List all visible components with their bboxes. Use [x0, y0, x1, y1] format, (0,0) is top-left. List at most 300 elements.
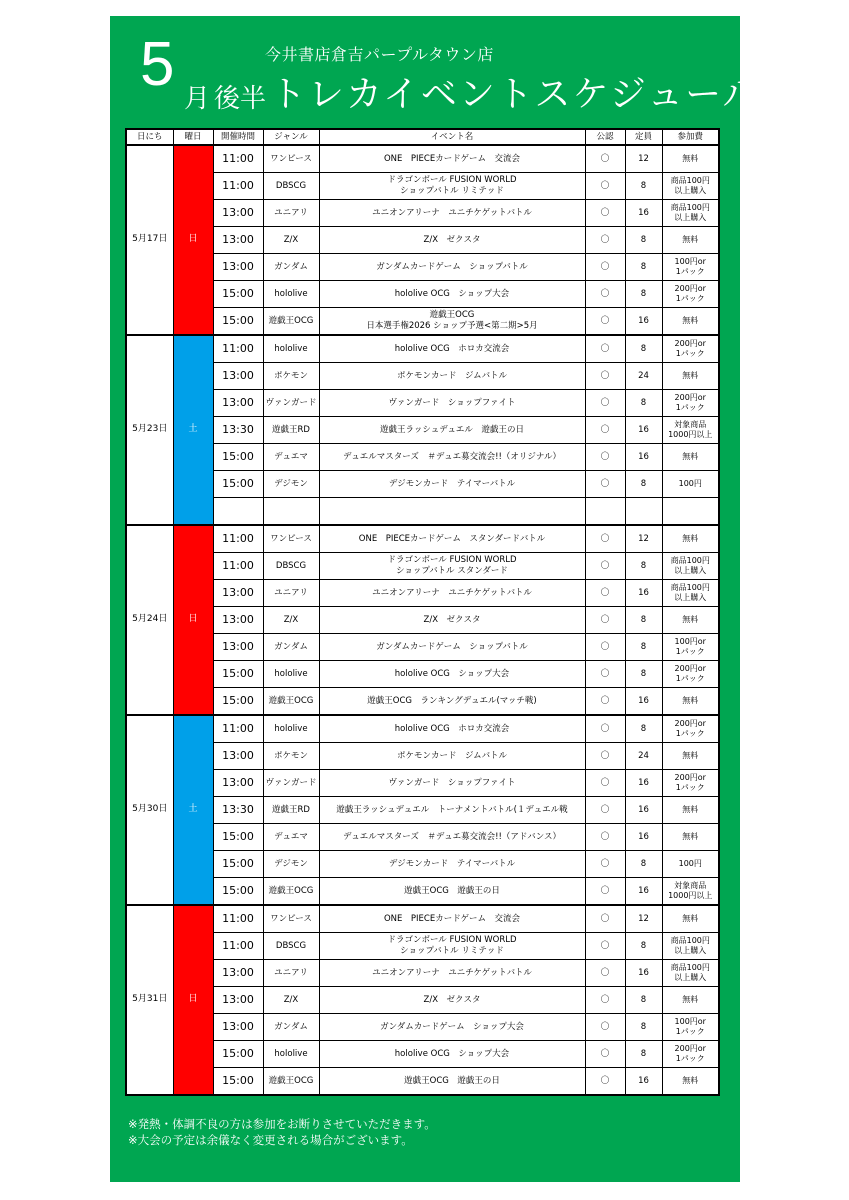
- capacity-cell: 8: [625, 254, 662, 281]
- cell-line: 対象商品: [674, 881, 707, 890]
- genre-cell: Z/X: [263, 987, 319, 1014]
- cell-line: 200円or: [674, 393, 706, 402]
- official-cell: 〇: [585, 254, 625, 281]
- cell-line: ユニオンアリーナ ユニチケゲットバトル: [372, 207, 532, 218]
- table-row: [126, 580, 719, 607]
- cell-line: 200円or: [674, 1044, 706, 1053]
- date-cell: 5月31日: [126, 905, 173, 1095]
- time-cell: 13:00: [213, 1014, 263, 1041]
- genre-cell: ユニアリ: [263, 580, 319, 607]
- capacity-cell: 8: [625, 335, 662, 363]
- cell-line: 100円or: [674, 1017, 706, 1026]
- cell-line: 1パック: [675, 674, 705, 683]
- event-name-cell: [319, 715, 585, 743]
- official-cell: 〇: [585, 471, 625, 498]
- cell-line: ガンダムカードゲーム ショップバトル: [376, 641, 528, 652]
- official-cell: 〇: [585, 607, 625, 634]
- capacity-cell: 8: [625, 933, 662, 960]
- weekday-cell: 日: [173, 145, 213, 335]
- time-cell: 11:00: [213, 145, 263, 173]
- official-cell: 〇: [585, 933, 625, 960]
- event-name-cell: [319, 580, 585, 607]
- event-name-cell: [319, 200, 585, 227]
- time-cell: 13:00: [213, 634, 263, 661]
- fee-cell: [662, 851, 719, 878]
- capacity-cell: 12: [625, 905, 662, 933]
- fee-cell: [662, 824, 719, 851]
- table-row: [126, 634, 719, 661]
- month-suffix: 月: [184, 84, 211, 114]
- weekday-cell: 日: [173, 905, 213, 1095]
- time-cell: 15:00: [213, 824, 263, 851]
- capacity-cell: 16: [625, 824, 662, 851]
- cell-line: ONE PIECEカードゲーム スタンダードバトル: [358, 533, 546, 544]
- capacity-cell: 16: [625, 417, 662, 444]
- official-cell: 〇: [585, 1041, 625, 1068]
- cell-line: 1パック: [675, 294, 705, 303]
- capacity-cell: 8: [625, 173, 662, 200]
- time-cell: 11:00: [213, 715, 263, 743]
- genre-cell: ガンダム: [263, 1014, 319, 1041]
- cell-line: 商品100円: [670, 203, 710, 212]
- event-name-cell: [319, 743, 585, 770]
- cell-line: 以上購入: [674, 566, 707, 575]
- genre-cell: ワンピース: [263, 145, 319, 173]
- time-cell: 13:00: [213, 390, 263, 417]
- table-row: [126, 254, 719, 281]
- official-cell: 〇: [585, 1068, 625, 1096]
- table-header-row: [126, 129, 719, 145]
- table-row: [126, 960, 719, 987]
- event-name-cell: [319, 417, 585, 444]
- genre-cell: ポケモン: [263, 363, 319, 390]
- schedule-table: [125, 128, 720, 1096]
- genre-cell: 遊戯王OCG: [263, 1068, 319, 1096]
- cell-line: デュエルマスターズ ＃デュエ募交流会!!（アドバンス）: [343, 831, 561, 842]
- capacity-cell: 8: [625, 471, 662, 498]
- table-row: [126, 770, 719, 797]
- event-name-cell: [319, 308, 585, 336]
- capacity-cell: 24: [625, 363, 662, 390]
- cell-line: 遊戯王OCG: [429, 310, 475, 321]
- cell-line: 無料: [682, 751, 699, 760]
- cell-line: 商品100円: [670, 963, 710, 972]
- official-cell: 〇: [585, 308, 625, 336]
- table-row: [126, 471, 719, 498]
- capacity-cell: 8: [625, 281, 662, 308]
- cell-line: 無料: [682, 316, 699, 325]
- fee-cell: [662, 905, 719, 933]
- cell-line: 1パック: [675, 1027, 705, 1036]
- cell-line: 以上購入: [674, 186, 707, 195]
- table-row: [126, 390, 719, 417]
- table-row: [126, 661, 719, 688]
- note-line: ※大会の予定は余儀なく変更される場合がございます。: [128, 1133, 413, 1147]
- official-cell: 〇: [585, 580, 625, 607]
- note-line: ※発熱・体調不良の方は参加をお断りさせていただきます。: [128, 1117, 436, 1131]
- time-cell: 15:00: [213, 851, 263, 878]
- event-name-cell: [319, 227, 585, 254]
- capacity-cell: 8: [625, 715, 662, 743]
- table-row: [126, 607, 719, 634]
- table-row: [126, 281, 719, 308]
- table-row: [126, 173, 719, 200]
- table-row: [126, 145, 719, 173]
- fee-cell: [662, 363, 719, 390]
- table-row: [126, 363, 719, 390]
- cell-line: デジモンカード テイマーバトル: [388, 478, 516, 489]
- genre-cell: 遊戯王OCG: [263, 688, 319, 716]
- cell-line: 無料: [682, 805, 699, 814]
- cell-line: 無料: [682, 1076, 699, 1085]
- table-row: [126, 905, 719, 933]
- fee-cell: [662, 200, 719, 227]
- cell-line: 1000円以上: [668, 891, 713, 900]
- cell-line: hololive OCG ショップ大会: [394, 668, 510, 679]
- table-row: [126, 553, 719, 580]
- genre-cell: デジモン: [263, 851, 319, 878]
- capacity-cell: 16: [625, 444, 662, 471]
- event-name-cell: [319, 471, 585, 498]
- official-cell: 〇: [585, 390, 625, 417]
- cell-line: 無料: [682, 696, 699, 705]
- cell-line: 商品100円: [670, 583, 710, 592]
- time-cell: 13:00: [213, 200, 263, 227]
- table-row: [126, 743, 719, 770]
- cell-line: ドラゴンボール FUSION WORLD: [387, 555, 517, 566]
- time-cell: 11:00: [213, 335, 263, 363]
- capacity-cell: 16: [625, 688, 662, 716]
- event-name-cell: [319, 1041, 585, 1068]
- table-row: [126, 1014, 719, 1041]
- official-cell: 〇: [585, 824, 625, 851]
- cell-line: ガンダムカードゲーム ショップ大会: [380, 1021, 524, 1032]
- cell-line: 無料: [682, 154, 699, 163]
- time-cell: 13:00: [213, 743, 263, 770]
- date-cell: 5月24日: [126, 525, 173, 715]
- capacity-cell: 8: [625, 1014, 662, 1041]
- cell-line: 200円or: [674, 284, 706, 293]
- cell-line: 200円or: [674, 664, 706, 673]
- cell-line: デュエルマスターズ ＃デュエ募交流会!!（オリジナル）: [343, 451, 561, 462]
- table-row: [126, 498, 719, 526]
- official-cell: 〇: [585, 200, 625, 227]
- event-name-cell: [319, 688, 585, 716]
- capacity-cell: 16: [625, 797, 662, 824]
- cell-line: 無料: [682, 914, 699, 923]
- cell-line: 100円: [678, 859, 702, 868]
- cell-line: 無料: [682, 371, 699, 380]
- event-name-cell: [319, 525, 585, 553]
- genre-cell: hololive: [263, 1041, 319, 1068]
- fee-cell: [662, 254, 719, 281]
- table-row: [126, 444, 719, 471]
- genre-cell: デュエマ: [263, 824, 319, 851]
- time-cell: 15:00: [213, 878, 263, 906]
- cell-line: 以上購入: [674, 973, 707, 982]
- event-name-cell: [319, 987, 585, 1014]
- cell-line: 200円or: [674, 719, 706, 728]
- event-name-cell: [319, 878, 585, 906]
- event-name-cell: [319, 145, 585, 173]
- cell-line: 100円or: [674, 637, 706, 646]
- fee-cell: [662, 688, 719, 716]
- capacity-cell: 16: [625, 1068, 662, 1096]
- cell-line: 無料: [682, 235, 699, 244]
- table-row: [126, 308, 719, 336]
- official-cell: 〇: [585, 335, 625, 363]
- schedule-body: [126, 145, 719, 1095]
- time-cell: 13:00: [213, 607, 263, 634]
- official-cell: 〇: [585, 797, 625, 824]
- column-header: 曜日: [173, 129, 213, 145]
- cell-line: Z/X ゼクスタ: [423, 234, 481, 245]
- cell-line: 日本選手権2026 ショップ予選<第二期>5月: [366, 321, 538, 331]
- time-cell: 15:00: [213, 308, 263, 336]
- time-cell: [213, 498, 263, 526]
- cell-line: 1パック: [675, 349, 705, 358]
- official-cell: [585, 498, 625, 526]
- cell-line: 遊戯王ラッシュデュエル トーナメントバトル(１デュエル戦: [336, 804, 568, 815]
- table-row: [126, 417, 719, 444]
- official-cell: 〇: [585, 661, 625, 688]
- column-header: イベント名: [319, 129, 585, 145]
- official-cell: 〇: [585, 363, 625, 390]
- capacity-cell: 8: [625, 987, 662, 1014]
- time-cell: 13:00: [213, 227, 263, 254]
- capacity-cell: 8: [625, 227, 662, 254]
- official-cell: 〇: [585, 987, 625, 1014]
- capacity-cell: 16: [625, 878, 662, 906]
- table-row: [126, 715, 719, 743]
- genre-cell: ポケモン: [263, 743, 319, 770]
- event-name-cell: [319, 933, 585, 960]
- official-cell: 〇: [585, 173, 625, 200]
- event-name-cell: [319, 634, 585, 661]
- cell-line: デジモンカード テイマーバトル: [388, 858, 516, 869]
- official-cell: 〇: [585, 525, 625, 553]
- date-cell: 5月30日: [126, 715, 173, 905]
- weekday-cell: 土: [173, 715, 213, 905]
- cell-line: 遊戯王OCG ランキングデュエル(マッチ戦): [367, 695, 537, 706]
- fee-cell: [662, 444, 719, 471]
- time-cell: 13:00: [213, 254, 263, 281]
- time-cell: 15:00: [213, 471, 263, 498]
- cell-line: hololive OCG ショップ大会: [394, 1048, 510, 1059]
- capacity-cell: 16: [625, 580, 662, 607]
- genre-cell: デジモン: [263, 471, 319, 498]
- cell-line: ONE PIECEカードゲーム 交流会: [383, 913, 521, 924]
- time-cell: 11:00: [213, 553, 263, 580]
- capacity-cell: 8: [625, 661, 662, 688]
- cell-line: 1000円以上: [668, 430, 713, 439]
- time-cell: 13:00: [213, 770, 263, 797]
- event-name-cell: [319, 390, 585, 417]
- cell-line: 無料: [682, 832, 699, 841]
- official-cell: 〇: [585, 851, 625, 878]
- capacity-cell: 8: [625, 634, 662, 661]
- table-row: [126, 987, 719, 1014]
- capacity-cell: 8: [625, 1041, 662, 1068]
- cell-line: ヴァンガード ショップファイト: [388, 777, 516, 788]
- event-name-cell: [319, 363, 585, 390]
- fee-cell: [662, 173, 719, 200]
- cell-line: ガンダムカードゲーム ショップバトル: [376, 261, 528, 272]
- fee-cell: [662, 471, 719, 498]
- table-row: [126, 878, 719, 906]
- cell-line: 1パック: [675, 1054, 705, 1063]
- cell-line: ショップバトル リミテッド: [400, 186, 504, 196]
- cell-line: ポケモンカード ジムバトル: [397, 370, 507, 381]
- event-name-cell: [319, 797, 585, 824]
- notes: [128, 1116, 436, 1148]
- column-header: 日にち: [126, 129, 173, 145]
- capacity-cell: 16: [625, 200, 662, 227]
- cell-line: ユニオンアリーナ ユニチケゲットバトル: [372, 587, 532, 598]
- time-cell: 15:00: [213, 661, 263, 688]
- capacity-cell: 8: [625, 553, 662, 580]
- genre-cell: ワンピース: [263, 525, 319, 553]
- cell-line: 商品100円: [670, 556, 710, 565]
- fee-cell: [662, 335, 719, 363]
- official-cell: 〇: [585, 145, 625, 173]
- time-cell: 15:00: [213, 281, 263, 308]
- event-name-cell: [319, 553, 585, 580]
- fee-cell: [662, 417, 719, 444]
- fee-cell: [662, 227, 719, 254]
- capacity-cell: 12: [625, 145, 662, 173]
- official-cell: 〇: [585, 417, 625, 444]
- official-cell: 〇: [585, 634, 625, 661]
- cell-line: ONE PIECEカードゲーム 交流会: [383, 153, 521, 164]
- genre-cell: ヴァンガード: [263, 770, 319, 797]
- cell-line: 1パック: [675, 267, 705, 276]
- official-cell: 〇: [585, 1014, 625, 1041]
- cell-line: 無料: [682, 452, 699, 461]
- cell-line: 遊戯王ラッシュデュエル 遊戯王の日: [380, 424, 524, 435]
- fee-cell: [662, 1068, 719, 1096]
- cell-line: ポケモンカード ジムバトル: [397, 750, 507, 761]
- table-row: [126, 525, 719, 553]
- genre-cell: 遊戯王RD: [263, 797, 319, 824]
- official-cell: 〇: [585, 553, 625, 580]
- cell-line: 対象商品: [674, 420, 707, 429]
- fee-cell: [662, 525, 719, 553]
- column-header: ジャンル: [263, 129, 319, 145]
- cell-line: 1パック: [675, 783, 705, 792]
- month-number: 5: [140, 30, 175, 99]
- time-cell: 15:00: [213, 1041, 263, 1068]
- genre-cell: DBSCG: [263, 933, 319, 960]
- time-cell: 13:30: [213, 797, 263, 824]
- official-cell: 〇: [585, 444, 625, 471]
- fee-cell: [662, 933, 719, 960]
- capacity-cell: 24: [625, 743, 662, 770]
- cell-line: 無料: [682, 615, 699, 624]
- official-cell: 〇: [585, 227, 625, 254]
- cell-line: Z/X ゼクスタ: [423, 994, 481, 1005]
- fee-cell: [662, 1041, 719, 1068]
- fee-cell: [662, 770, 719, 797]
- event-name-cell: [319, 1068, 585, 1096]
- weekday-cell: 土: [173, 335, 213, 525]
- table-row: [126, 851, 719, 878]
- genre-cell: ワンピース: [263, 905, 319, 933]
- genre-cell: DBSCG: [263, 173, 319, 200]
- time-cell: 15:00: [213, 688, 263, 716]
- event-name-cell: [319, 851, 585, 878]
- fee-cell: [662, 308, 719, 336]
- event-name-cell: [319, 173, 585, 200]
- capacity-cell: 16: [625, 308, 662, 336]
- event-name-cell: [319, 905, 585, 933]
- time-cell: 13:00: [213, 580, 263, 607]
- table-row: [126, 797, 719, 824]
- capacity-cell: 8: [625, 390, 662, 417]
- cell-line: ショップバトル リミテッド: [400, 946, 504, 956]
- cell-line: hololive OCG ホロカ交流会: [394, 343, 510, 354]
- official-cell: 〇: [585, 905, 625, 933]
- time-cell: 15:00: [213, 1068, 263, 1096]
- event-name-cell: [319, 960, 585, 987]
- genre-cell: 遊戯王OCG: [263, 308, 319, 336]
- event-name-cell: [319, 335, 585, 363]
- event-name-cell: [319, 607, 585, 634]
- genre-cell: ガンダム: [263, 634, 319, 661]
- genre-cell: hololive: [263, 335, 319, 363]
- date-cell: 5月23日: [126, 335, 173, 525]
- table-row: [126, 1068, 719, 1096]
- time-cell: 13:00: [213, 987, 263, 1014]
- genre-cell: ユニアリ: [263, 960, 319, 987]
- fee-cell: [662, 987, 719, 1014]
- cell-line: ドラゴンボール FUSION WORLD: [387, 935, 517, 946]
- genre-cell: hololive: [263, 715, 319, 743]
- column-header: 公認: [585, 129, 625, 145]
- cell-line: 無料: [682, 995, 699, 1004]
- cell-line: 200円or: [674, 339, 706, 348]
- column-header: 開催時間: [213, 129, 263, 145]
- event-name-cell: [319, 1014, 585, 1041]
- table-row: [126, 933, 719, 960]
- official-cell: 〇: [585, 743, 625, 770]
- fee-cell: [662, 498, 719, 526]
- fee-cell: [662, 743, 719, 770]
- event-name-cell: [319, 770, 585, 797]
- fee-cell: [662, 661, 719, 688]
- column-header: 定員: [625, 129, 662, 145]
- official-cell: 〇: [585, 281, 625, 308]
- cell-line: 以上購入: [674, 946, 707, 955]
- time-cell: 11:00: [213, 173, 263, 200]
- fee-cell: [662, 634, 719, 661]
- column-header: 参加費: [662, 129, 719, 145]
- table-row: [126, 335, 719, 363]
- cell-line: ドラゴンボール FUSION WORLD: [387, 175, 517, 186]
- store-name: 今井書店倉吉パープルタウン店: [265, 45, 494, 64]
- capacity-cell: 8: [625, 607, 662, 634]
- event-name-cell: [319, 498, 585, 526]
- genre-cell: Z/X: [263, 607, 319, 634]
- event-name-cell: [319, 661, 585, 688]
- schedule-title: トレカイベントスケジュール: [270, 74, 761, 115]
- fee-cell: [662, 1014, 719, 1041]
- cell-line: 100円: [678, 479, 702, 488]
- cell-line: 商品100円: [670, 936, 710, 945]
- cell-line: hololive OCG ショップ大会: [394, 288, 510, 299]
- fee-cell: [662, 145, 719, 173]
- genre-cell: hololive: [263, 281, 319, 308]
